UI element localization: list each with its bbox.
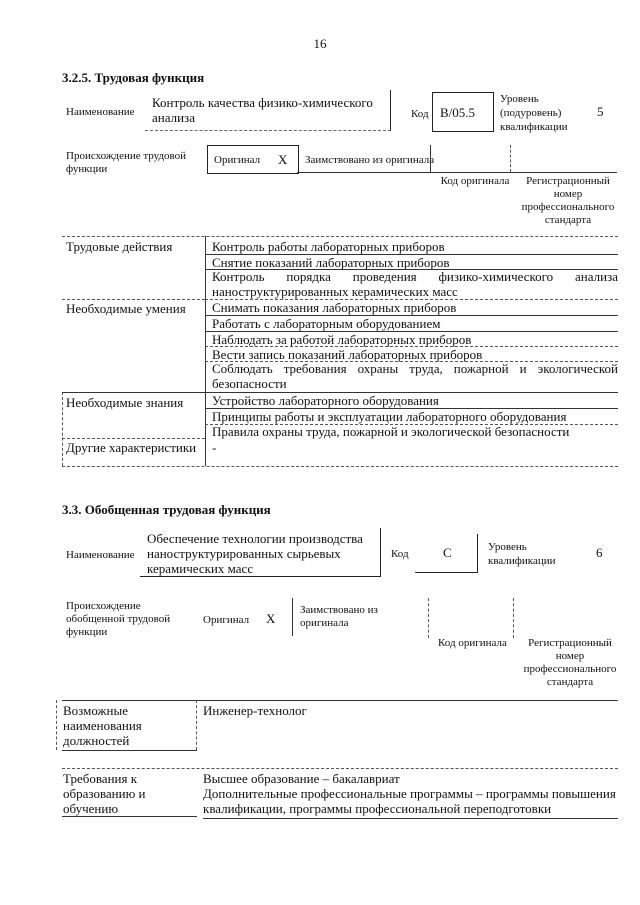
s2-origin-divider-3 xyxy=(513,598,514,638)
s1-name-label: Наименование xyxy=(66,106,135,118)
s1-level-value: 5 xyxy=(597,104,604,119)
s1-skill-1: Снимать показания лабораторных приборов xyxy=(212,300,457,315)
s1-skill-5: Соблюдать требования охраны труда, пожарной и экологической безопасности xyxy=(212,361,618,391)
s1-labor-actions-label: Трудовые действия xyxy=(66,239,173,254)
s1-labor-action-3: Контроль порядка проведения физико-химического анализа наноструктурированных керамических масс xyxy=(212,269,618,299)
s2-positions-bottom-line xyxy=(62,750,197,751)
s2-level-label: Уровень квалификации xyxy=(488,541,556,567)
section-heading-3-2-5: 3.2.5. Трудовая функция xyxy=(62,70,205,85)
s2-code-value: C xyxy=(443,545,452,560)
s1-table-bottom-line xyxy=(62,466,618,467)
s2-positions-label: Возможные наименования должностей xyxy=(63,703,142,748)
s2-table-divider xyxy=(196,700,197,750)
s1-level-label: Уровень (подуровень) квалификации xyxy=(500,93,568,133)
s1-skill-3: Наблюдать за работой лабораторных приборов xyxy=(212,332,472,347)
s2-code-label: Код xyxy=(391,548,409,560)
s1-other-value: - xyxy=(212,440,217,455)
s1-borrowed-label: Заимствовано из оригинала xyxy=(305,154,435,166)
s1-table-top-line xyxy=(62,236,618,237)
s2-edu-top-line xyxy=(62,768,618,769)
s1-knowledge-2: Принципы работы и эксплуатации лабораторного оборудования xyxy=(212,409,567,424)
s1-table-left-edge xyxy=(62,392,63,466)
s1-origin-label: Происхождение трудовой функции xyxy=(66,150,187,175)
s2-edu-bottom-line-right xyxy=(203,818,618,819)
s2-origin-divider-2 xyxy=(428,598,429,638)
s2-code-original-caption: Код оригинала xyxy=(438,637,507,649)
s2-borrowed-label: Заимствовано из оригинала xyxy=(300,604,378,629)
s1-skills-top-line xyxy=(62,299,205,300)
s1-origin-divider xyxy=(430,145,431,172)
s2-table-top-line xyxy=(62,700,618,701)
section-heading-3-3: 3.3. Обобщенная трудовая функция xyxy=(62,502,271,517)
s1-name-value: Контроль качества физико-химического анализа xyxy=(152,95,373,125)
s1-reg-number-caption: Регистрационный номер профессионального стандарта xyxy=(521,175,615,226)
page-number: 16 xyxy=(313,36,327,51)
s1-labor-action-2: Снятие показаний лабораторных приборов xyxy=(212,255,450,270)
s1-original-mark: X xyxy=(278,152,288,167)
s2-name-value: Обеспечение технологии производства наноструктурированных сырьевых керамических масс xyxy=(147,531,363,576)
s1-other-label: Другие характеристики xyxy=(66,440,197,455)
s1-skill-2: Работать с лабораторным оборудованием xyxy=(212,316,441,331)
s2-positions-value: Инженер-технолог xyxy=(203,703,307,718)
s2-reg-number-caption: Регистрационный номер профессионального стандарта xyxy=(523,637,617,688)
s1-original-label: Оригинал xyxy=(214,154,261,166)
s2-edu-line-2: Дополнительные профессиональные программы – программы повышения квалификации, программы профессиональной переподготовки xyxy=(203,786,616,816)
s1-origin-bottom-line xyxy=(297,172,617,173)
s2-edu-bottom-line xyxy=(62,816,197,817)
s2-origin-label: Происхождение обобщенной трудовой функции xyxy=(66,600,171,638)
s2-original-mark: X xyxy=(266,611,276,626)
s1-knowledge-label: Необходимые знания xyxy=(66,395,184,410)
s1-knowledge-1: Устройство лабораторного оборудования xyxy=(212,393,439,408)
s2-edu-label: Требования к образованию и обучению xyxy=(63,771,146,816)
s1-other-top-line xyxy=(62,438,205,439)
s1-skills-label: Необходимые умения xyxy=(66,301,186,316)
s2-origin-divider xyxy=(292,598,293,636)
s2-name-label: Наименование xyxy=(66,549,135,561)
s1-code-label: Код xyxy=(411,108,429,120)
s1-code-original-caption: Код оригинала xyxy=(440,175,510,187)
s1-knowledge-3: Правила охраны труда, пожарной и экологической безопасности xyxy=(212,424,570,439)
s2-table-left-edge xyxy=(56,700,57,750)
s1-origin-divider-2 xyxy=(510,145,511,172)
s1-table-divider xyxy=(205,236,206,466)
s2-edu-line-1: Высшее образование – бакалавриат xyxy=(203,771,400,786)
s1-labor-action-1: Контроль работы лабораторных приборов xyxy=(212,239,445,254)
s2-level-value: 6 xyxy=(596,545,603,560)
s2-original-label: Оригинал xyxy=(203,614,250,626)
s1-code-value: B/05.5 xyxy=(440,105,476,120)
s1-skill-4: Вести запись показаний лабораторных приборов xyxy=(212,347,483,362)
